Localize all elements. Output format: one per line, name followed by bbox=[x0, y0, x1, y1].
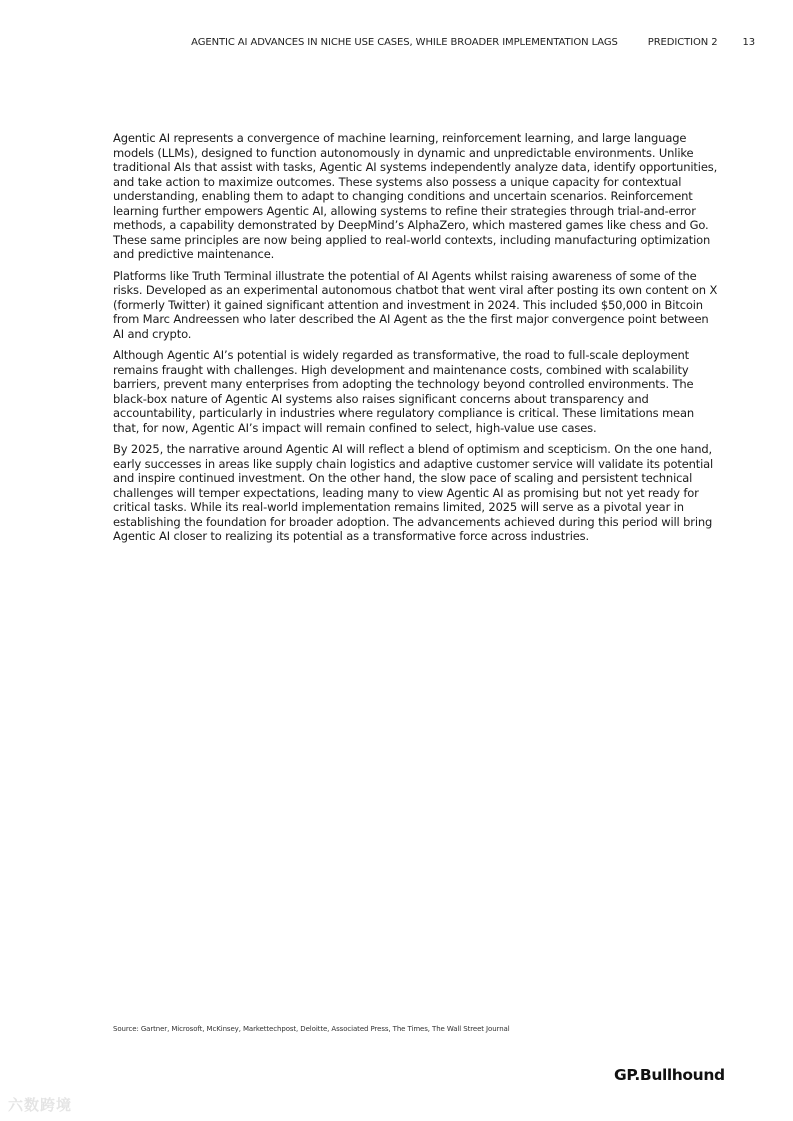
page-header bbox=[191, 37, 755, 48]
paragraph-1: Agentic AI represents a convergence of machine learning, reinforcement learning, and large language models (LLMs), designed to function autonomously in dynamic and unpredictable environments. Unlike traditional AIs that assist with tasks, Agentic AI systems independently analyze data, identify opportunities, and take action to maximize outcomes. These systems also possess a unique capacity for contextual understanding, enabling them to adapt to changing conditions and uncertain scenarios. Reinforcement learning further empowers Agentic AI, allowing systems to refine their strategies through trial-and-error methods, a capability demonstrated by DeepMind’s AlphaZero, which mastered games like chess and Go. These same principles are now being applied to real-world contexts, including manufacturing optimization and predictive maintenance. bbox=[113, 131, 718, 261]
paragraph-3: Although Agentic AI’s potential is widely regarded as transformative, the road to full-scale deployment remains fraught with challenges. High development and maintenance costs, combined with scalability barriers, prevent many enterprises from adopting the technology beyond controlled environments. The black-box nature of Agentic AI systems also raises significant concerns about transparency and accountability, particularly in industries where regulatory compliance is critical. These limitations mean that, for now, Agentic AI’s impact will remain confined to select, high-value use cases. bbox=[113, 348, 694, 435]
watermark: 六数跨境 bbox=[8, 1096, 73, 1114]
paragraph-4: By 2025, the narrative around Agentic AI will reflect a blend of optimism and scepticism. On the one hand, early successes in areas like supply chain logistics and adaptive customer service will validate its potential and inspire continued investment. On the other hand, the slow pace of scaling and persistent technical challenges will temper expectations, leading many to view Agentic AI as promising but not yet ready for critical tasks. While its real-world implementation remains limited, 2025 will serve as a pivotal year in establishing the foundation for broader adoption. The advancements achieved during this period will bring Agentic AI closer to realizing its potential as a transformative force across industries. bbox=[113, 442, 714, 543]
section-title: AGENTIC AI ADVANCES IN NICHE USE CASES, WHILE BROADER IMPLEMENTATION LAGS bbox=[191, 37, 618, 48]
prediction-label: PREDICTION 2 bbox=[647, 37, 718, 48]
paragraph-2: Platforms like Truth Terminal illustrate the potential of AI Agents whilst raising awareness of some of the risks. Developed as an experimental autonomous chatbot that went viral after posting its own content on X (formerly Twitter) it gained significant attention and investment in 2024. This included $50,000 in Bitcoin from Marc Andreessen who later described the AI Agent as the the first major convergence point between AI and crypto. bbox=[113, 268, 718, 341]
brand-logo: GP.Bullhound bbox=[614, 1066, 725, 1084]
body-text bbox=[113, 131, 718, 551]
source-note: Source: Gartner, Microsoft, McKinsey, Markettechpost, Deloitte, Associated Press, The Times, The Wall Street Journal bbox=[113, 1025, 510, 1033]
page-number: 13 bbox=[742, 37, 755, 48]
